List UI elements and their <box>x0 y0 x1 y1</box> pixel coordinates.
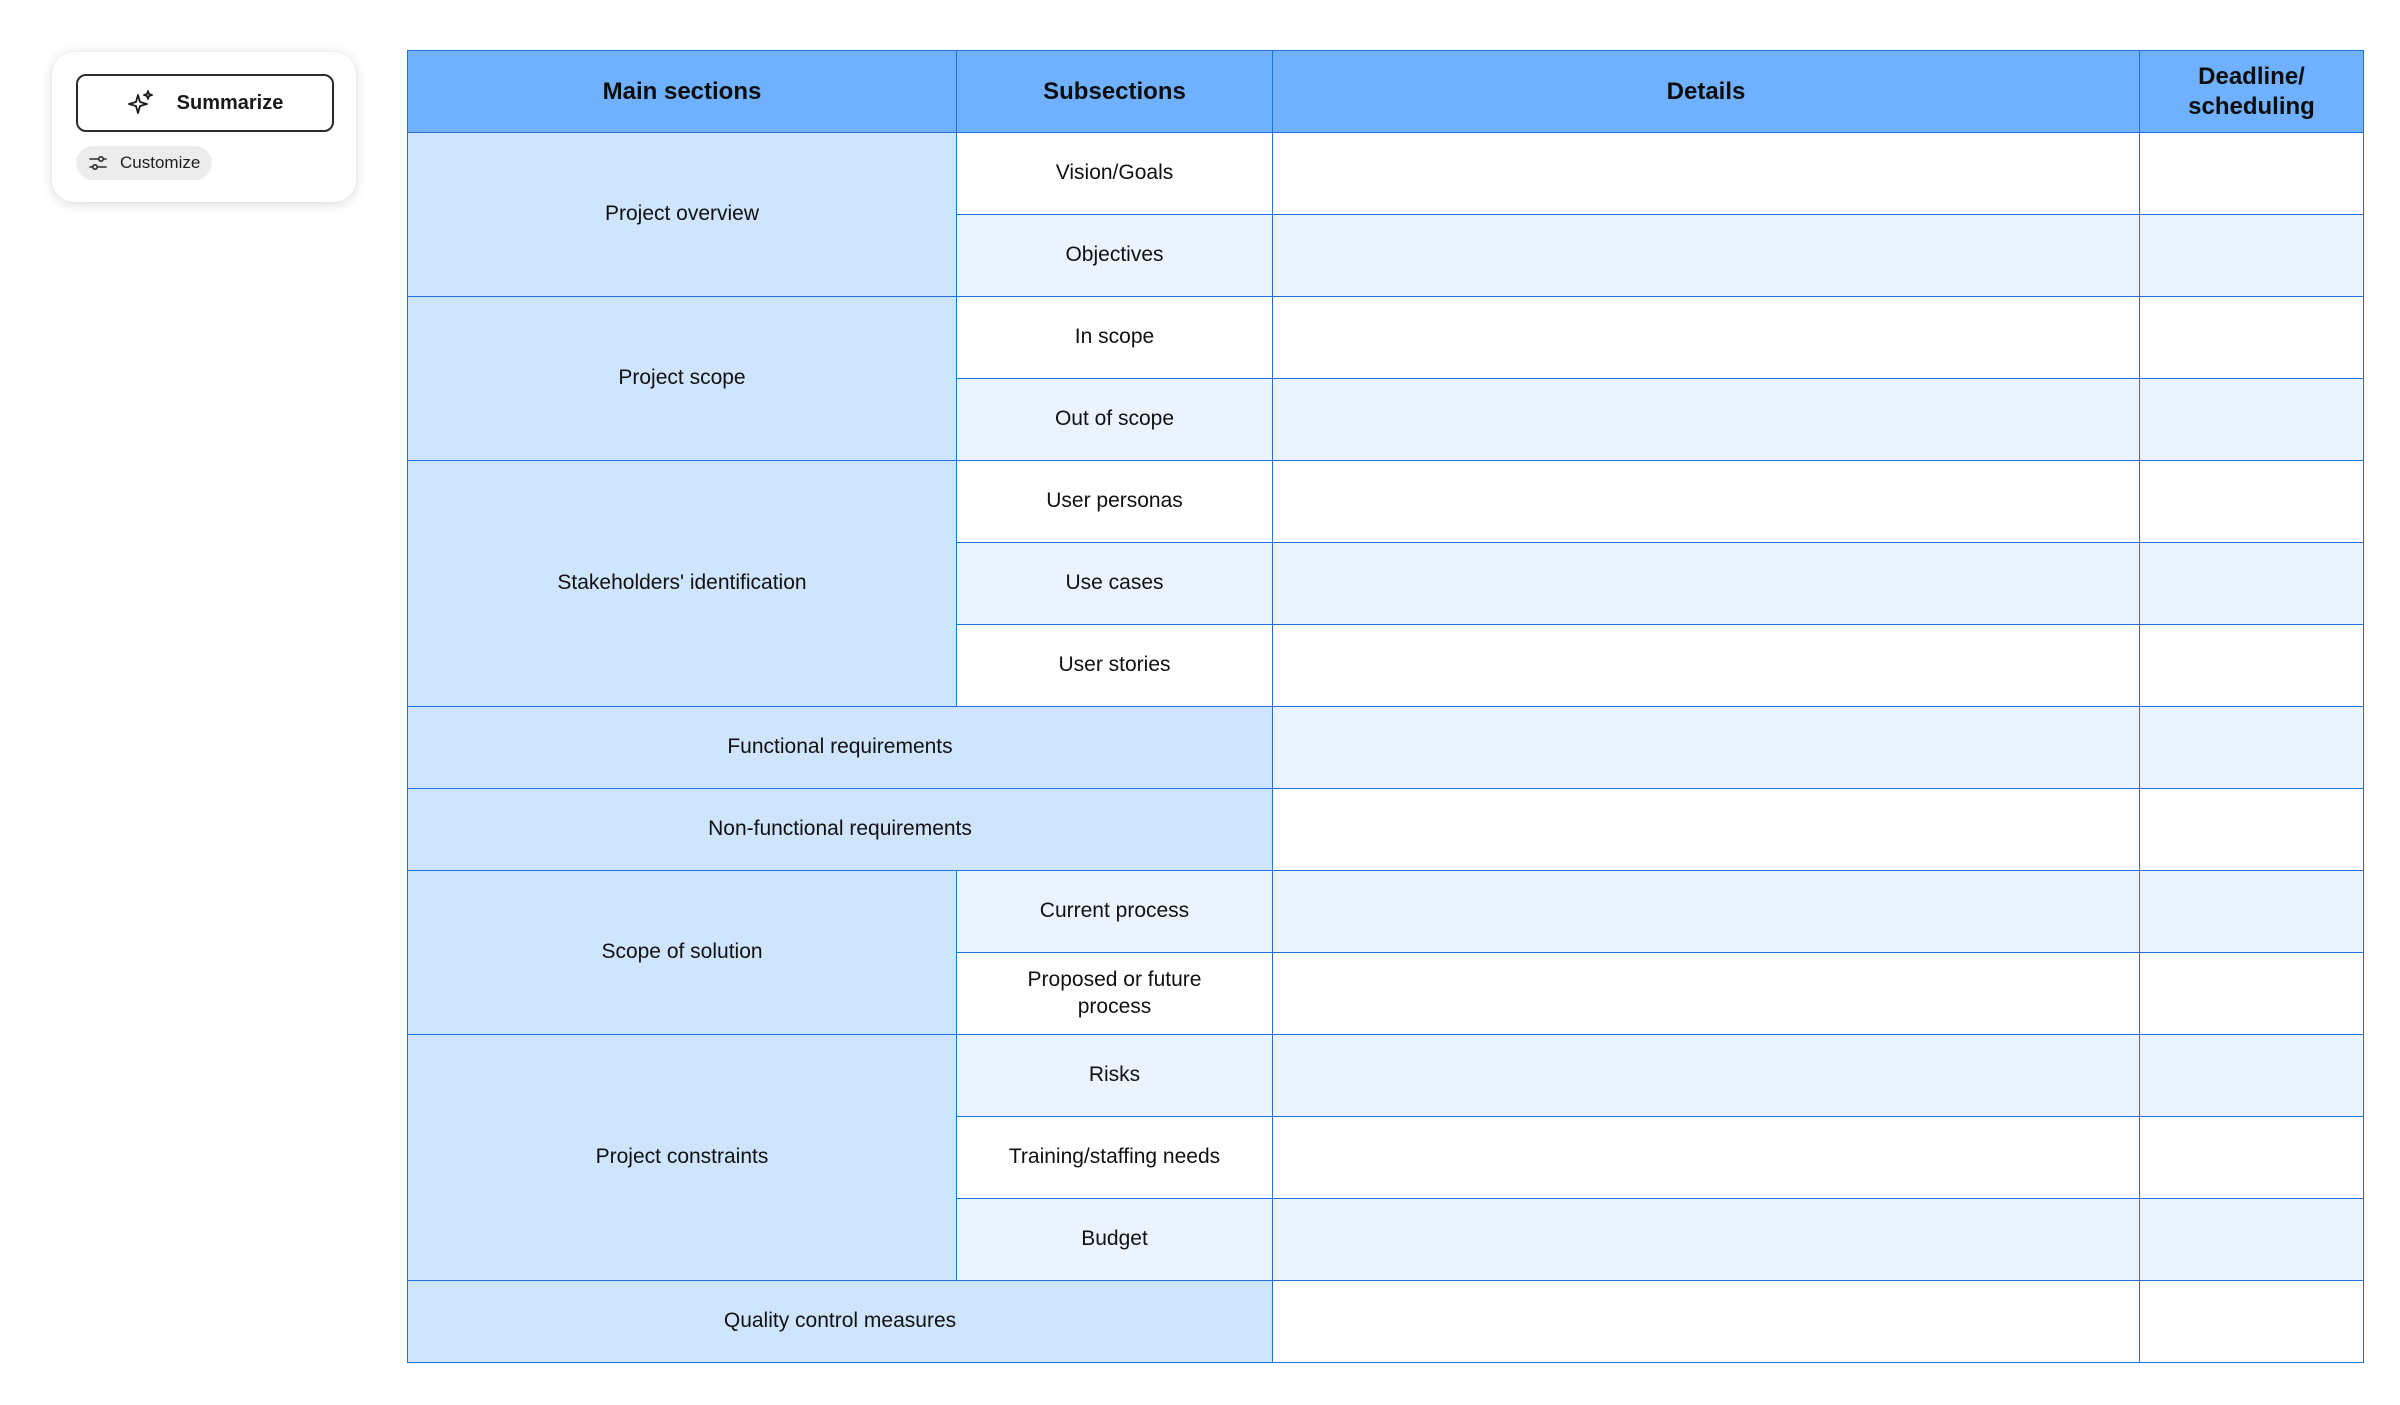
section-cell[interactable]: Non-functional requirements <box>408 789 1273 871</box>
deadline-cell[interactable] <box>2140 543 2364 625</box>
details-cell[interactable] <box>1273 133 2140 215</box>
requirements-table-container <box>407 50 2364 1363</box>
customize-button[interactable] <box>76 146 212 180</box>
summarize-button[interactable] <box>76 74 334 132</box>
table-row <box>408 297 2364 379</box>
section-cell[interactable]: Stakeholders' identification <box>408 461 957 707</box>
deadline-cell[interactable] <box>2140 1281 2364 1363</box>
header-deadline[interactable]: Deadline/ scheduling <box>2140 51 2364 133</box>
details-cell[interactable] <box>1273 953 2140 1035</box>
section-cell[interactable]: Project scope <box>408 297 957 461</box>
table-row <box>408 1035 2364 1117</box>
details-cell[interactable] <box>1273 1281 2140 1363</box>
deadline-cell[interactable] <box>2140 1117 2364 1199</box>
header-row <box>408 51 2364 133</box>
subsection-cell[interactable]: User personas <box>957 461 1273 543</box>
deadline-cell[interactable] <box>2140 871 2364 953</box>
subsection-cell[interactable]: Objectives <box>957 215 1273 297</box>
subsection-cell[interactable]: Current process <box>957 871 1273 953</box>
deadline-cell[interactable] <box>2140 133 2364 215</box>
deadline-cell[interactable] <box>2140 707 2364 789</box>
subsection-cell[interactable]: In scope <box>957 297 1273 379</box>
details-cell[interactable] <box>1273 379 2140 461</box>
table-row <box>408 461 2364 543</box>
details-cell[interactable] <box>1273 215 2140 297</box>
subsection-cell[interactable]: Budget <box>957 1199 1273 1281</box>
details-cell[interactable] <box>1273 297 2140 379</box>
subsection-cell[interactable]: Vision/Goals <box>957 133 1273 215</box>
header-subsections[interactable]: Subsections <box>957 51 1273 133</box>
deadline-cell[interactable] <box>2140 953 2364 1035</box>
subsection-cell[interactable]: Training/staffing needs <box>957 1117 1273 1199</box>
deadline-cell[interactable] <box>2140 625 2364 707</box>
section-cell[interactable]: Functional requirements <box>408 707 1273 789</box>
deadline-cell[interactable] <box>2140 1199 2364 1281</box>
deadline-cell[interactable] <box>2140 789 2364 871</box>
table-row <box>408 707 2364 789</box>
table-row <box>408 1281 2364 1363</box>
section-cell[interactable]: Quality control measures <box>408 1281 1273 1363</box>
details-cell[interactable] <box>1273 543 2140 625</box>
deadline-cell[interactable] <box>2140 215 2364 297</box>
deadline-cell[interactable] <box>2140 461 2364 543</box>
summarize-label: Summarize <box>176 91 284 114</box>
subsection-cell[interactable]: Risks <box>957 1035 1273 1117</box>
sparkle-icon <box>127 89 155 117</box>
details-cell[interactable] <box>1273 1035 2140 1117</box>
customize-label: Customize <box>120 153 201 172</box>
details-cell[interactable] <box>1273 707 2140 789</box>
subsection-cell[interactable]: Use cases <box>957 543 1273 625</box>
details-cell[interactable] <box>1273 1117 2140 1199</box>
table-row <box>408 133 2364 215</box>
table-row <box>408 789 2364 871</box>
details-cell[interactable] <box>1273 625 2140 707</box>
table-row <box>408 871 2364 953</box>
details-cell[interactable] <box>1273 1199 2140 1281</box>
ai-actions-panel <box>52 52 356 202</box>
sliders-icon <box>88 153 108 173</box>
deadline-cell[interactable] <box>2140 1035 2364 1117</box>
section-cell[interactable]: Project constraints <box>408 1035 957 1281</box>
header-main-sections[interactable]: Main sections <box>408 51 957 133</box>
requirements-table <box>407 50 2364 1363</box>
subsection-cell[interactable]: User stories <box>957 625 1273 707</box>
section-cell[interactable]: Project overview <box>408 133 957 297</box>
details-cell[interactable] <box>1273 461 2140 543</box>
details-cell[interactable] <box>1273 789 2140 871</box>
header-details[interactable]: Details <box>1273 51 2140 133</box>
section-cell[interactable]: Scope of solution <box>408 871 957 1035</box>
deadline-cell[interactable] <box>2140 297 2364 379</box>
details-cell[interactable] <box>1273 871 2140 953</box>
deadline-cell[interactable] <box>2140 379 2364 461</box>
subsection-cell[interactable]: Proposed or future process <box>957 953 1273 1035</box>
subsection-cell[interactable]: Out of scope <box>957 379 1273 461</box>
